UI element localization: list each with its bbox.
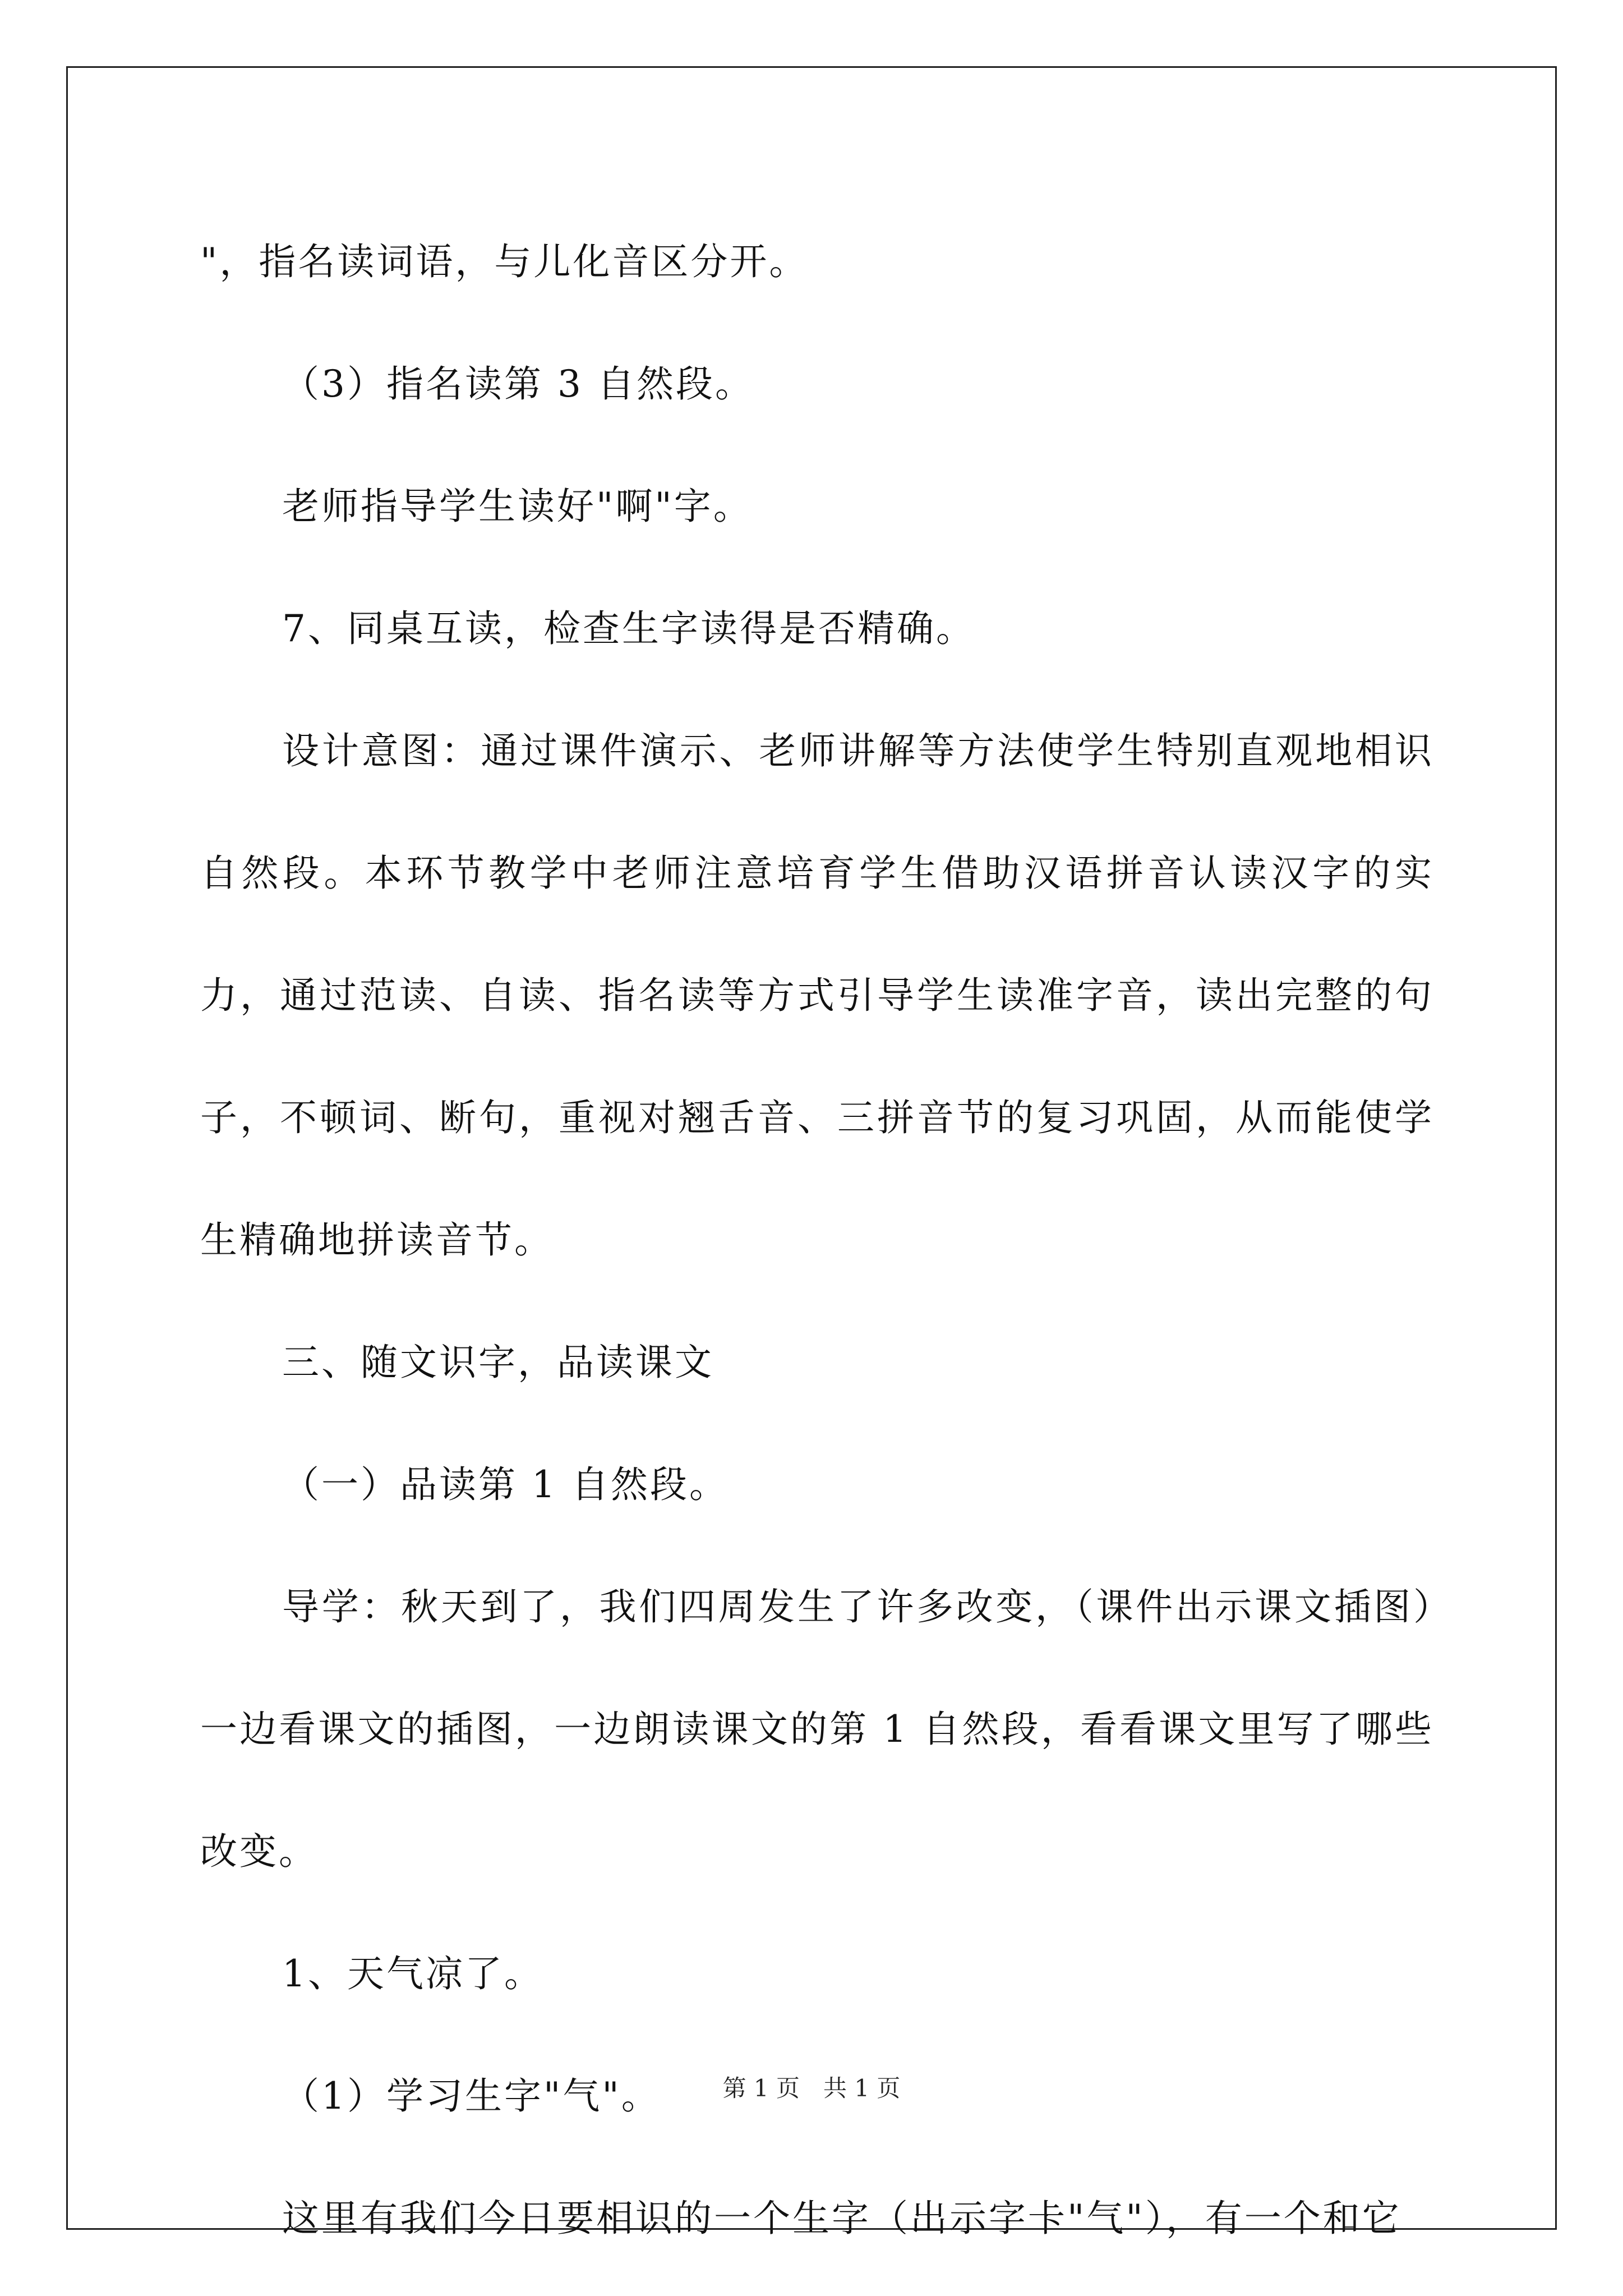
paragraph-11: 这里有我们今日要相识的一个生字（出示字卡"气"），有一个和它: [282, 2197, 1401, 2240]
paragraph-6: 三、随文识字，品读课文: [282, 1341, 714, 1384]
paragraph-5: 设计意图：通过课件演示、老师讲解等方法使学生特别直观地相识自然段。本环节教学中老师注意培育学生借助汉语拼音认读汉字的实力，通过范读、自读、指名读等方式引导学生读准字音，读出完整的句子，不顿词、断句，重视对翘舌音、三拼音节的复习巩固，从而能使学生精确地拼读音节。: [200, 729, 1434, 1262]
paragraph-3: 老师指导学生读好"啊"字。: [282, 485, 753, 528]
document-body: [200, 201, 1434, 2280]
paragraph-7: （一）品读第 1 自然段。: [282, 1463, 728, 1506]
paragraph-9: 1、天气凉了。: [282, 1952, 543, 1995]
paragraph-1: "，指名读词语，与儿化音区分开。: [200, 240, 809, 283]
paragraph-8: 导学：秋天到了，我们四周发生了许多改变，（课件出示课文插图）一边看课文的插图，一边朗读课文的第 1 自然段，看看课文里写了哪些改变。: [200, 1585, 1434, 1873]
paragraph-10: （1）学习生字"气"。: [282, 2074, 661, 2118]
paragraph-2: （3）指名读第 3 自然段。: [282, 362, 754, 406]
paragraph-4: 7、同桌互读，检查生字读得是否精确。: [282, 607, 975, 650]
page-footer: 第 1 页 共 1 页: [722, 2074, 901, 2102]
